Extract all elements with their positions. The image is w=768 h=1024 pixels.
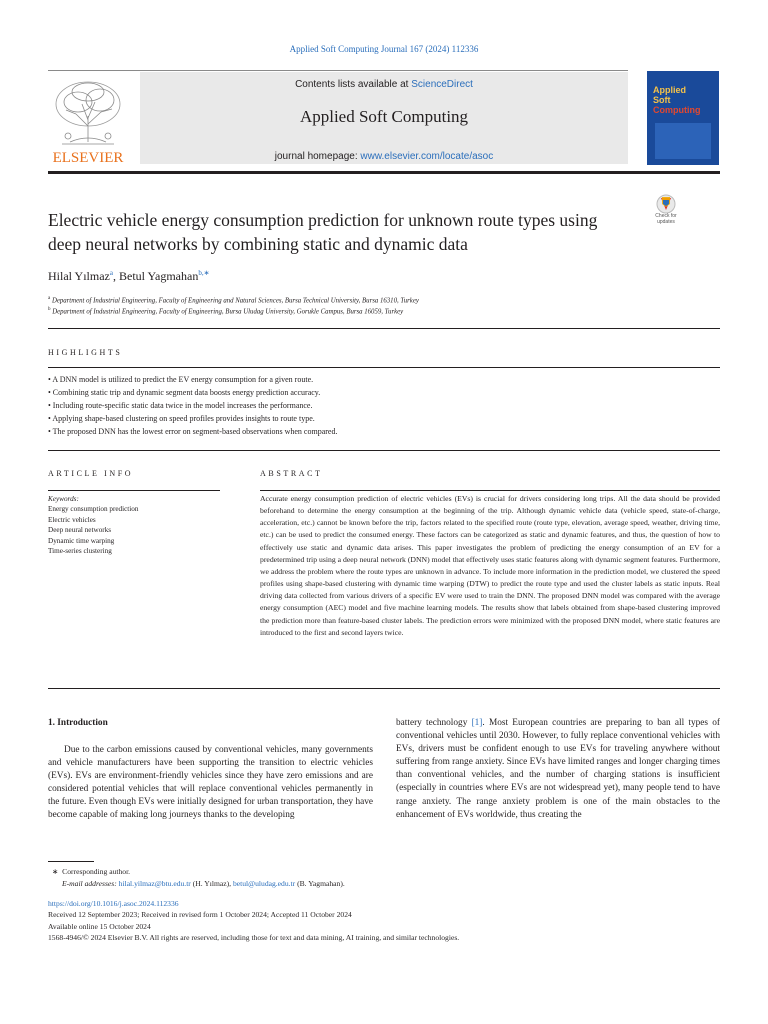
available-online: Available online 15 October 2024	[48, 921, 151, 931]
cover-title-line: Applied	[653, 85, 686, 95]
journal-homepage-link[interactable]: www.elsevier.com/locate/asoc	[360, 151, 494, 162]
elsevier-logo-text: ELSEVIER	[52, 150, 124, 166]
author-affiliation-mark[interactable]: b,∗	[198, 269, 210, 277]
divider	[48, 450, 720, 451]
keyword-item: Electric vehicles	[48, 515, 96, 524]
footnote-rule	[48, 861, 94, 862]
highlight-item: • Including route-specific static data twice in the model increases the performance.	[48, 401, 313, 410]
section-heading: 1. Introduction	[48, 718, 108, 728]
author-affiliation-mark[interactable]: a	[109, 269, 113, 277]
keywords-label: Keywords:	[48, 495, 79, 503]
email-link[interactable]: betul@uludag.edu.tr	[232, 878, 296, 888]
corresponding-author-note: Corresponding author.	[62, 867, 131, 876]
article-title: Electric vehicle energy consumption prediction for unknown route types using deep neural networks by combining static and dynamic data	[48, 210, 598, 254]
journal-name: Applied Soft Computing	[299, 107, 469, 126]
author-name[interactable]: Betul Yagmahan	[118, 269, 199, 283]
cover-artwork	[655, 123, 711, 159]
email-link[interactable]: hilal.yilmaz@btu.edu.tr	[118, 878, 191, 888]
cover-title-line: Soft	[653, 95, 671, 105]
journal-cover-image[interactable]	[647, 71, 719, 165]
keywords-block	[48, 494, 139, 556]
highlight-item: • Combining static trip and dynamic segment data boosts energy prediction accuracy.	[48, 388, 321, 397]
journal-reference-link[interactable]: Applied Soft Computing Journal 167 (2024) 112336	[289, 44, 479, 54]
affiliation-a: $^a$ Department of Industrial Engineering, Faculty of Engineering and Natural Sciences, Bursa Technical University, Bursa 16310, Turkey	[48, 296, 419, 305]
elsevier-tree-icon	[48, 76, 128, 166]
keyword-item: Time-series clustering	[48, 547, 112, 556]
author-name[interactable]: Hilal Yılmaz	[48, 269, 110, 283]
intro-column-left	[48, 744, 373, 823]
keyword-item: Dynamic time warping	[48, 536, 115, 545]
divider	[260, 490, 720, 491]
author-list: Hilal Yılmaz$^a$, Betul Yagmahan$^{b,∗}$	[48, 269, 210, 283]
divider	[48, 490, 220, 491]
sciencedirect-link[interactable]: ScienceDirect	[411, 79, 473, 90]
article-info-heading: ARTICLE INFO	[48, 469, 134, 478]
header-top-rule	[48, 70, 628, 71]
copyright-notice: 1568-4946/© 2024 Elsevier B.V. All rights are reserved, including those for text and data mining, AI training, and similar technologies.	[48, 933, 460, 943]
elsevier-logo[interactable]	[48, 76, 128, 166]
abstract-text: Accurate energy consumption prediction of electric vehicles (EVs) is crucial for drivers considering long trips. All the data should be provided beforehand to determine the energy consumption at the beginning of the trip. Although dynamic vehicle data (vehicle speed, state-of-charge, acceleration, etc.) cannot be known before the trip, factors related to the specified route (route type, elevation, average speed, weather, driving time, etc.) can be used to predict the consumed energy. These factors can be categorized as static and dynamic features, and thus, the question of how to effectively use static and dynamic data arises. This paper investigates the problem of predicting the energy consumption of an EV for a predetermined trip using a deep neural network (DNN) model that effectively uses static features along with dynamic segment features. Furthermore, we address the problem where the route types are unknown in advance. To include more information in the prediction model, we clustered the speed profiles using shape-based clustering with dynamic time warping (DTW) to predict the route type and used the cluster labels as static inputs. Real driving data collected from various drivers of a specific EV were used to train the DNN. The proposed DNN model was compared with the average energy consumption (AEC) model and five machine learning models. The results show that labels obtained from shape-based clustering improved the prediction more than feature-based cluster labels. The prediction errors were minimized with the proposed DNN model, where static features are introduced to the first and second layers twice.	[260, 494, 720, 637]
check-for-updates-label: Check for updates	[655, 213, 677, 225]
highlights-heading: HIGHLIGHTS	[48, 348, 123, 357]
divider	[48, 688, 720, 689]
header-bottom-rule	[48, 171, 720, 174]
divider	[48, 328, 720, 329]
abstract-heading: ABSTRACT	[260, 469, 323, 478]
received-dates: Received 12 September 2023; Received in revised form 1 October 2024; Accepted 11 October 2024	[48, 910, 352, 920]
intro-column-right: battery technology [1]. Most European countries are preparing to ban all types of conventional vehicles until 2030. However, to fully replace conventional vehicles with EVs, drivers must be confident enough to use EVs for traveling anywhere without suffering from range anxiety. Since EVs have limited ranges and longer charging times than conventional vehicles, and the number of charging stations is insufficient (especially in countries where EVs are not widespread yet), many people tend to have range anxiety. The range anxiety problem is one of the main obstacles to the enhancement of EVs worldwide, thus creating the	[396, 718, 720, 820]
publication-info	[48, 898, 459, 944]
highlight-item: • Applying shape-based clustering on speed profiles provides insights to route type.	[48, 414, 315, 423]
check-for-updates-button[interactable]	[646, 193, 686, 229]
intro-paragraph: Due to the carbon emissions caused by conventional vehicles, many governments and vehicle manufacturers have been supporting the transition to electric vehicles (EVs). EVs are environment-friendly vehicles since they have zero emissions and are considered potential vehicles that will replace conventional vehicles permanently in the future. Even though EVs were initially designed for urban transportation, they have become capable of making long journeys thanks to the developing	[48, 745, 373, 821]
highlight-item: • The proposed DNN has the lowest error on segment-based observations when compared.	[48, 427, 338, 436]
affiliation-b: $^b$ Department of Industrial Engineering, Faculty of Engineering, Bursa Uludag University, Gorukle Campus, Bursa 16059, Turkey	[48, 307, 404, 316]
keyword-item: Energy consumption prediction	[48, 505, 139, 514]
corresponding-mark: ∗	[52, 867, 59, 876]
doi-link[interactable]: https://doi.org/10.1016/j.asoc.2024.112336	[48, 899, 179, 908]
homepage-line: journal homepage: www.elsevier.com/locate/asoc	[274, 151, 494, 162]
cover-title-line: Computing	[653, 105, 701, 115]
footnotes: ∗ Corresponding author. E-mail addresses: hilal.yilmaz@btu.edu.tr (H. Yılmaz), betul@uludag.edu.tr (B. Yagmahan).	[52, 867, 345, 888]
email-label: E-mail addresses:	[62, 878, 117, 888]
highlight-item: • A DNN model is utilized to predict the EV energy consumption for a given route.	[48, 375, 314, 384]
highlights-list	[48, 373, 720, 438]
contents-line: Contents lists available at ScienceDirect	[295, 79, 473, 90]
divider	[48, 367, 720, 368]
keyword-item: Deep neural networks	[48, 526, 112, 535]
citation-link[interactable]: [1]	[471, 718, 483, 728]
